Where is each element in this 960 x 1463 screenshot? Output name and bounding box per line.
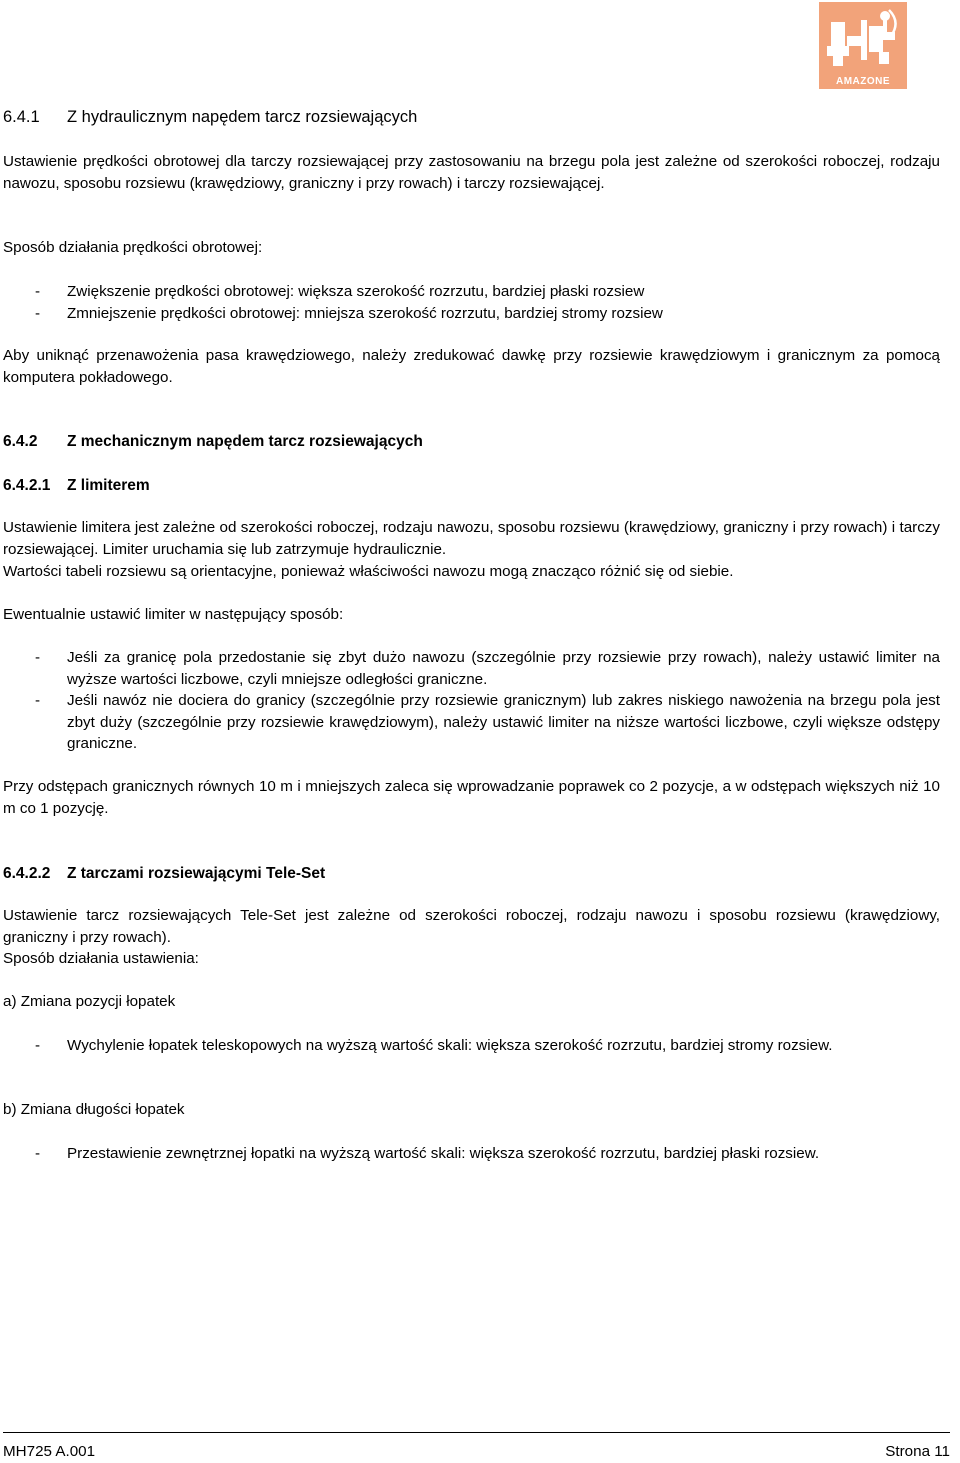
- amazone-logo: [819, 2, 907, 89]
- list-item: [3, 647, 940, 690]
- paragraph: Ustawienie prędkości obrotowej dla tarczy rozsiewającej przy zastosowaniu na brzegu pola jest zależne od szerokości roboczej, rodzaju nawozu, sposobu rozsiewu (krawędziowy, graniczny i przy rowach) i tarczy rozsiewającej.: [3, 153, 940, 192]
- heading-number: 6.4.1: [3, 108, 40, 126]
- paragraph: Ewentualnie ustawić limiter w następujący sposób:: [3, 606, 344, 623]
- heading-title: Z tarczami rozsiewającymi Tele-Set: [67, 865, 326, 882]
- list-item-text: Zwiększenie prędkości obrotowej: większa szerokość rozrzutu, bardziej płaski rozsiew: [67, 283, 645, 300]
- heading-number: 6.4.2: [3, 433, 38, 450]
- paragraph: Ustawienie tarcz rozsiewających Tele-Set jest zależne od szerokości roboczej, rodzaju nawozu i sposobu rozsiewu (krawędziowy, graniczny i przy rowach).: [3, 907, 940, 946]
- section-6-4-2-1-heading: [3, 475, 940, 496]
- subheading-a: a) Zmiana pozycji łopatek: [3, 993, 176, 1010]
- paragraph: Przy odstępach granicznych równych 10 m i mniejszych zaleca się wprowadzanie poprawek co 2 pozycje, a w odstępach większych niż 10 m co 1 pozycję.: [3, 778, 940, 817]
- dash-bullet: -: [35, 649, 41, 666]
- subheading-b: b) Zmiana długości łopatek: [3, 1101, 185, 1118]
- list-item-text: Jeśli za granicę pola przedostanie się zbyt dużo nawozu (szczególnie przy rozsiewie przy rowach), należy ustawić limiter na wyższe wartości liczbowe, czyli mniejsze odległości graniczne.: [67, 649, 940, 688]
- list-item-text: Jeśli nawóz nie dociera do granicy (szczególnie przy rozsiewie granicznym) lub zakres niskiego nawożenia na brzegu pola jest zbyt duży (szczególnie przy rozsiewie krawędziowym), należy ustawić limiter na niższe wartości liczbowe, czyli większe odstępy graniczne.: [67, 692, 940, 752]
- footer-doc-id: MH725 A.001: [3, 1443, 96, 1460]
- list-item: [3, 690, 940, 755]
- paragraph: Sposób działania prędkości obrotowej:: [3, 239, 263, 256]
- paragraph: Aby uniknąć przenawożenia pasa krawędziowego, należy zredukować dawkę przy rozsiewie krawędziowym i granicznym za pomocą komputera pokładowego.: [3, 347, 940, 386]
- list-item-text: Wychylenie łopatek teleskopowych na wyższą wartość skali: większa szerokość rozrzutu, bardziej stromy rozsiew.: [67, 1037, 833, 1054]
- bullet-list: [3, 281, 940, 324]
- footer-divider: [3, 1432, 950, 1433]
- section-6-4-2-heading: [3, 431, 940, 452]
- bullet-list: [3, 647, 940, 755]
- list-item-text: Zmniejszenie prędkości obrotowej: mniejsza szerokość rozrzutu, bardziej stromy rozsiew: [67, 304, 663, 322]
- heading-title: Z limiterem: [67, 477, 150, 494]
- list-item: [3, 281, 940, 303]
- paragraph: Ustawienie limitera jest zależne od szerokości roboczej, rodzaju nawozu, sposobu rozsiewu (krawędziowy, graniczny i przy rowach) i tarczy rozsiewającej. Limiter uruchamia się lub zatrzymuje hydraulicznie.: [3, 519, 940, 558]
- dash-bullet: -: [35, 692, 41, 709]
- section-6-4-1-heading: [3, 107, 940, 128]
- heading-title: Z hydraulicznym napędem tarcz rozsiewających: [67, 108, 418, 126]
- list-item-text: Przestawienie zewnętrznej łopatki na wyższą wartość skali: większa szerokość rozrzutu, bardziej płaski rozsiew.: [67, 1145, 820, 1162]
- heading-number: 6.4.2.2: [3, 865, 51, 882]
- dash-bullet: -: [35, 304, 41, 322]
- dash-bullet: -: [35, 1145, 41, 1162]
- list-item: [3, 1143, 940, 1165]
- heading-title: Z mechanicznym napędem tarcz rozsiewających: [67, 433, 423, 450]
- section-6-4-2-2-heading: [3, 863, 940, 884]
- list-item: [3, 1035, 940, 1057]
- paragraph: Sposób działania ustawienia:: [3, 950, 199, 967]
- bullet-list: [3, 1143, 940, 1165]
- dash-bullet: -: [35, 283, 41, 300]
- dash-bullet: -: [35, 1037, 41, 1054]
- footer-page-number: Strona 11: [885, 1443, 950, 1460]
- bullet-list: [3, 1035, 940, 1057]
- list-item: [3, 303, 940, 325]
- paragraph: Wartości tabeli rozsiewu są orientacyjne, ponieważ właściwości nawozu mogą znacząco różnić się od siebie.: [3, 563, 734, 580]
- logo-wordmark: AMAZONE: [835, 76, 891, 87]
- heading-number: 6.4.2.1: [3, 477, 51, 494]
- tractor-sprayer-icon: [819, 2, 907, 78]
